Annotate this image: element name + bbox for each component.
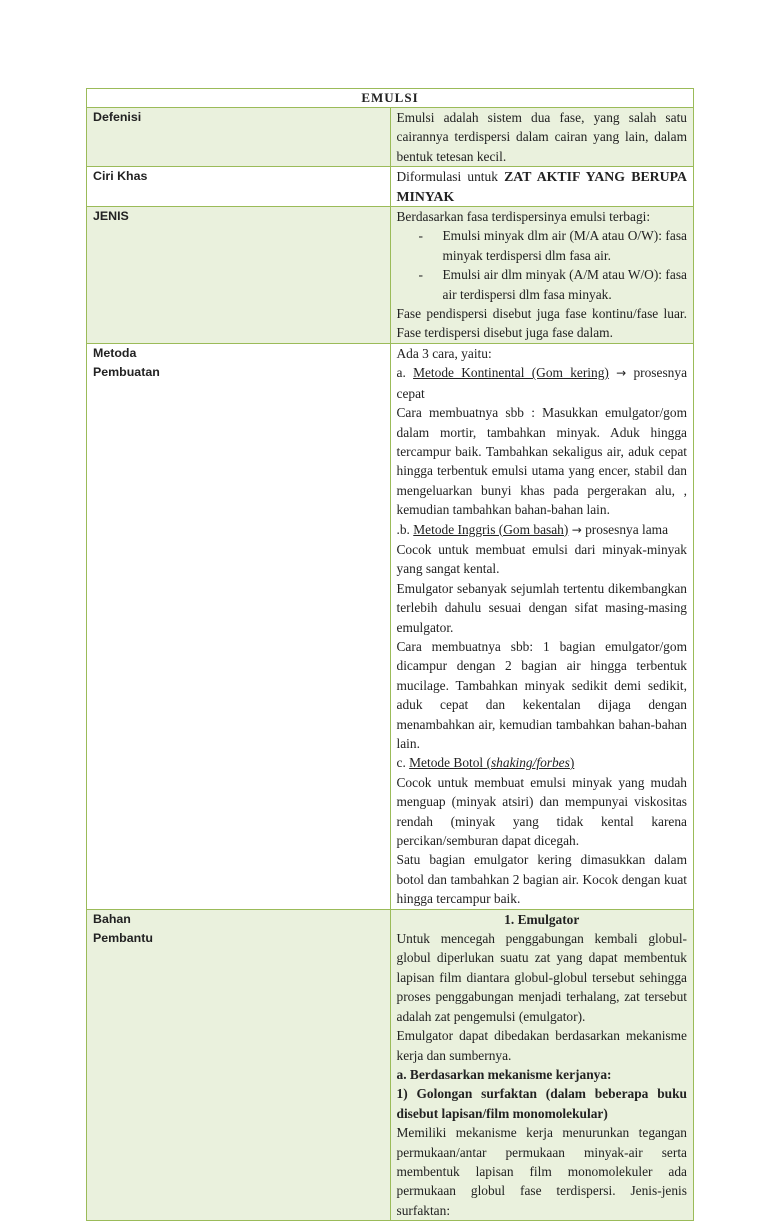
- bahan-heading: 1. Emulgator: [504, 911, 580, 927]
- bahan-paragraph-3: Memiliki mekanisme kerja menurunkan tegangan permukaan/antar permukaan minyak-air serta membentuk lapisan film monomolekuler ada permukaan globul fase terdispersi. Jenis-jenis surfaktan:: [396, 1125, 687, 1218]
- row-content-ciri-khas: [390, 167, 694, 207]
- arrow-right-icon: →: [616, 366, 627, 381]
- method-c-text-2: Satu bagian emulgator kering dimasukkan dalam botol dan tambahkan 2 bagian air. Kocok dengan kuat hingga tercampur baik.: [396, 852, 687, 907]
- row-jenis: [87, 207, 694, 344]
- method-b-heading: [397, 520, 688, 540]
- method-c-title-end: ): [569, 755, 575, 771]
- method-b-title: Metode Inggris (Gom basah): [413, 521, 569, 537]
- emulsi-table: [86, 88, 694, 1221]
- ciri-prefix: Diformulasi untuk: [396, 169, 505, 185]
- row-metoda-pembuatan: [87, 343, 694, 909]
- method-b-text-2: Emulgator sebanyak sejumlah tertentu dikembangkan terlebih dahulu sesuai dengan sifat masing-masing emulgator.: [396, 580, 687, 635]
- method-a-heading: [397, 363, 688, 403]
- method-c-title-italic: shaking/forbes: [490, 755, 570, 771]
- method-a-text: Cara membuatnya sbb : Masukkan emulgator/gom dalam mortir, tambahkan minyak. Aduk hingga tercampur baik. Tambahkan sekaligus air, aduk cepat hingga terbentuk emulsi utama yang encer, stabil dan mengeluarkan bunyi khas pada pergerakan alu, , kemudian tambahkan bahan-bahan lain.: [396, 405, 687, 518]
- label-line: Metoda: [93, 345, 137, 360]
- method-c-title-text: Metode Botol (: [409, 755, 491, 771]
- bahan-subheading-1: 1) Golongan surfaktan (dalam beberapa buku disebut lapisan/film monomolekular): [396, 1086, 687, 1121]
- defenisi-text: Emulsi adalah sistem dua fase, yang salah satu cairannya terdispersi dalam cairan yang lain, dalam bentuk tetesan kecil.: [396, 110, 687, 164]
- method-c-heading: [397, 753, 688, 772]
- table-title: EMULSI: [87, 89, 694, 108]
- row-defenisi: [87, 108, 694, 167]
- bahan-paragraph-1: Untuk mencegah penggabungan kembali globul-globul diperlukan suatu zat yang dapat membentuk lapisan film diantara globul-globul tersebut sehingga proses penggabungan menjadi terhalang, zat tersebut adalah zat pengemulsi (emulgator).: [396, 931, 687, 1024]
- row-content-metoda: [390, 343, 694, 909]
- list-item: - Emulsi minyak dlm air (M/A atau O/W): fasa minyak terdispersi dlm fasa air.: [443, 226, 688, 265]
- metoda-intro: Ada 3 cara, yaitu:: [396, 345, 492, 361]
- method-b-suffix: prosesnya lama: [581, 521, 669, 537]
- method-a-prefix: a.: [396, 365, 414, 381]
- row-label-bahan: [87, 909, 391, 1221]
- row-label-defenisi: Defenisi: [87, 108, 391, 167]
- row-content-jenis: [390, 207, 694, 344]
- bahan-paragraph-2: Emulgator dapat dibedakan berdasarkan mekanisme kerja dan sumbernya.: [396, 1028, 687, 1063]
- row-content-defenisi: [390, 108, 694, 167]
- method-c-prefix: c.: [396, 755, 410, 771]
- jenis-list: [397, 226, 688, 304]
- jenis-intro: Berdasarkan fasa terdispersinya emulsi terbagi:: [396, 209, 651, 225]
- method-b-text-1: Cocok untuk membuat emulsi dari minyak-minyak yang sangat kental.: [396, 541, 687, 577]
- label-line: Pembantu: [93, 931, 153, 946]
- row-ciri-khas: [87, 167, 694, 207]
- label-line: Bahan: [93, 911, 131, 926]
- row-bahan-pembantu: [87, 909, 694, 1221]
- arrow-right-icon: →: [571, 522, 582, 537]
- ciri-bold-text: ZAT AKTIF YANG BERUPA MINYAK: [396, 169, 687, 204]
- method-a-title: Metode Kontinental (Gom kering): [413, 365, 609, 381]
- list-item: - Emulsi air dlm minyak (A/M atau W/O): fasa air terdispersi dlm fasa minyak.: [443, 265, 688, 304]
- row-label-metoda: [87, 343, 391, 909]
- row-label-jenis: JENIS: [87, 207, 391, 344]
- method-b-prefix: .b.: [396, 521, 414, 537]
- bahan-subheading-a: a. Berdasarkan mekanisme kerjanya:: [396, 1066, 612, 1082]
- method-c-text-1: Cocok untuk membuat emulsi minyak yang mudah menguap (minyak atsiri) dan mempunyai viskositas rendah (minyak yang tidak kental karena percikan/semburan dapat dicegah.: [396, 774, 687, 849]
- method-c-title: [409, 755, 574, 770]
- row-label-ciri-khas: Ciri Khas: [87, 167, 391, 207]
- table-title-row: [87, 89, 694, 108]
- row-content-bahan: [390, 909, 694, 1221]
- jenis-note: Fase pendispersi disebut juga fase kontinu/fase luar. Fase terdispersi disebut juga fase dalam.: [396, 306, 687, 341]
- label-line: Pembuatan: [93, 365, 160, 380]
- method-b-text-3: Cara membuatnya sbb: 1 bagian emulgator/gom dicampur dengan 2 bagian air hingga terbentuk mucilage. Tambahkan minyak sedikit demi sedikit, aduk cepat dan kekentalan dijaga dengan menambahkan air, kemudian tambahkan bahan-bahan lain.: [396, 638, 687, 751]
- method-a-suffix: prosesnya cepat: [396, 365, 688, 401]
